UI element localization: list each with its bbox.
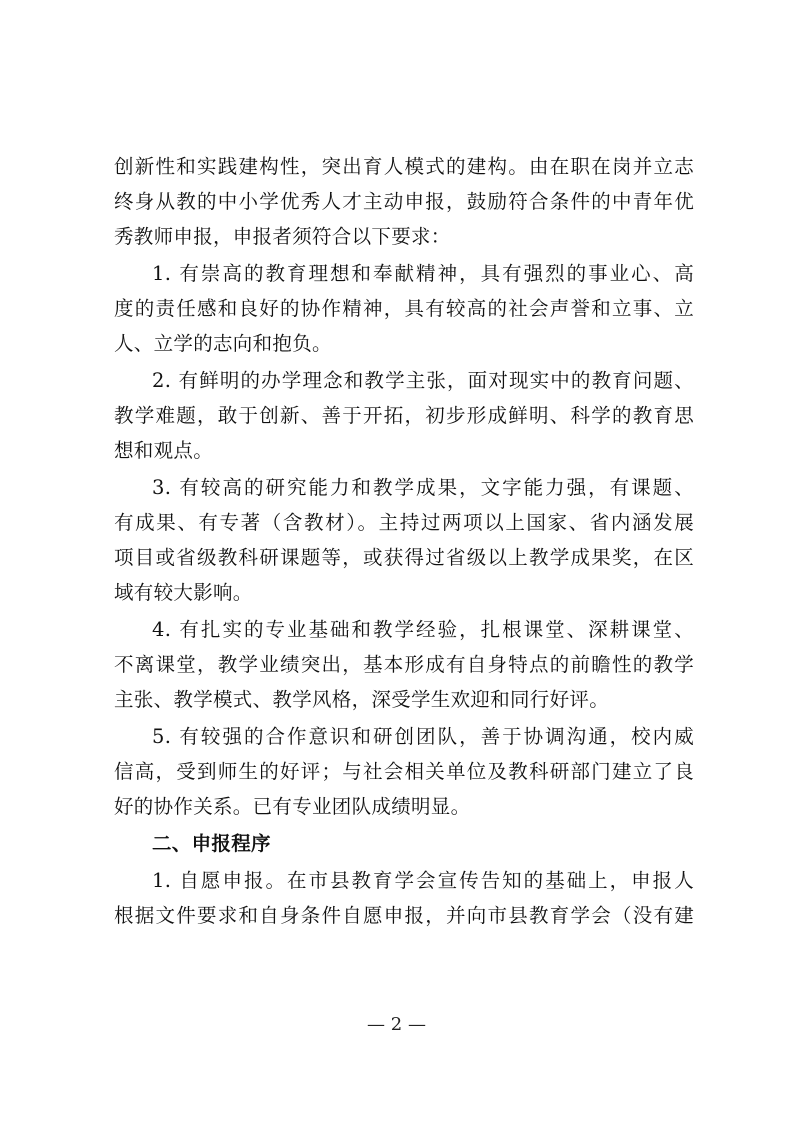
requirement-1-line: 1. 有崇高的教育理想和奉献精神，具有强烈的事业心、高 (152, 262, 694, 285)
paragraph-line: 有成果、有专著（含教材）。主持过两项以上国家、省内涵发展 (114, 511, 694, 534)
paragraph-line: 不离课堂，教学业绩突出，基本形成有自身特点的前瞻性的教学 (114, 653, 694, 676)
paragraph-line: 想和观点。 (114, 439, 214, 462)
paragraph-line: 秀教师申报，申报者须符合以下要求： (114, 225, 451, 248)
paragraph-line: 终身从教的中小学优秀人才主动申报，鼓励符合条件的中青年优 (114, 190, 694, 213)
paragraph-line: 根据文件要求和自身条件自愿申报，并向市县教育学会（没有建 (114, 904, 694, 927)
requirement-5-line: 5. 有较强的合作意识和研创团队，善于协调沟通，校内威 (152, 725, 694, 748)
paragraph-line: 人、立学的志向和抱负。 (114, 332, 332, 355)
paragraph-line: 主张、教学模式、教学风格，深受学生欢迎和同行好评。 (114, 688, 610, 711)
requirement-4-line: 4. 有扎实的专业基础和教学经验，扎根课堂、深耕课堂、 (152, 618, 694, 641)
page-number: — 2 — (367, 1014, 426, 1035)
procedure-1-line: 1. 自愿申报。在市县教育学会宣传告知的基础上，申报人 (152, 869, 694, 892)
paragraph-line: 信高，受到师生的好评；与社会相关单位及教科研部门建立了良 (114, 760, 694, 783)
paragraph-line: 度的责任感和良好的协作精神，具有较高的社会声誉和立事、立 (114, 297, 694, 320)
paragraph-line: 项目或省级教科研课题等，或获得过省级以上教学成果奖，在区 (114, 546, 694, 569)
requirement-2-line: 2. 有鲜明的办学理念和教学主张，面对现实中的教育问题、 (152, 369, 694, 392)
requirement-3-line: 3. 有较高的研究能力和教学成果，文字能力强，有课题、 (152, 476, 694, 499)
paragraph-line: 创新性和实践建构性，突出育人模式的建构。由在职在岗并立志 (114, 155, 694, 178)
section-heading: 二、申报程序 (152, 832, 271, 855)
paragraph-line: 教学难题，敢于创新、善于开拓，初步形成鲜明、科学的教育思 (114, 404, 694, 427)
paragraph-line: 好的协作关系。已有专业团队成绩明显。 (114, 795, 471, 818)
paragraph-line: 域有较大影响。 (114, 581, 253, 604)
